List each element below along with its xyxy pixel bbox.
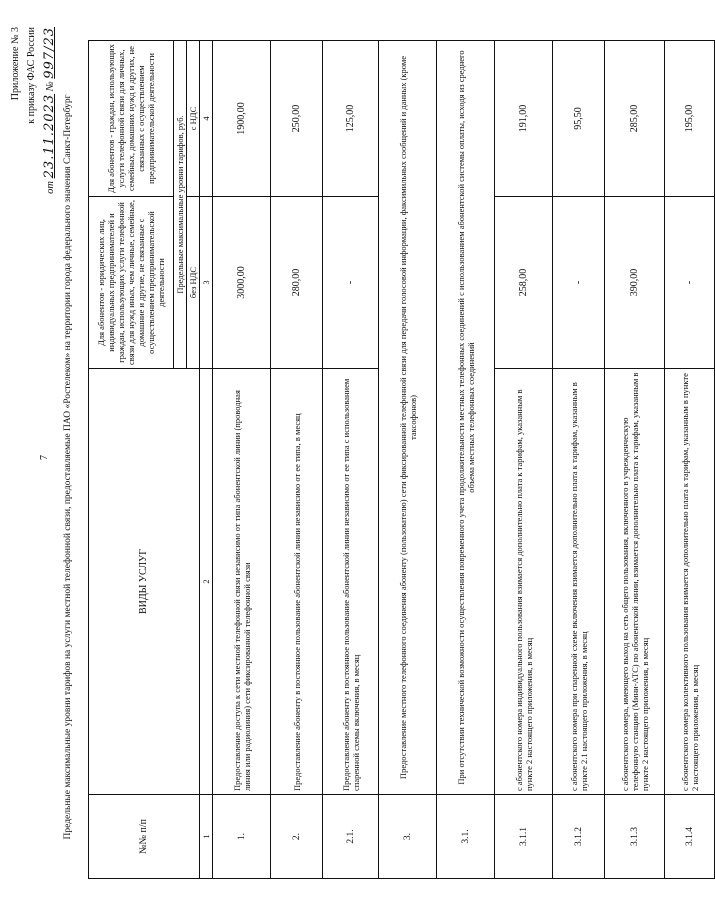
header-vat-incl: с НДС <box>187 41 200 197</box>
appendix-order-ref: к приказу ФАС России <box>26 27 37 124</box>
row-legal-value: - <box>323 197 379 369</box>
row-service: с абонентского номера при спаренной схеме включения взимается дополнительно плата к тарифам, указанным в пункте 2.1 настоящего приложения, в месяц <box>553 369 605 795</box>
header-row <box>89 41 174 879</box>
header-num: №№ п/п <box>89 795 200 879</box>
header-tariff-group: Предельные максимальные уровни тарифов, руб. <box>174 41 187 369</box>
column-index-row <box>200 41 213 879</box>
row-citizens-value: 95,50 <box>553 41 605 197</box>
row-service: Предоставление доступа к сети местной телефонной связи независимо от типа абонентской линии (проводная линия или радиолиния) сети фиксированной телефонной связи <box>213 369 271 795</box>
handwritten-number: 997/23 <box>42 27 57 79</box>
row-num: 3.1.1 <box>495 795 553 879</box>
header-legal-entities: Для абонентов - юридических лиц, индивидуальных предпринимателей и граждан, использующих услуги телефонной связи для нужд иных, чем личные, семейные, домашние и другие, не связанные с осуществлением предпринимательской деятельности <box>89 197 174 369</box>
table-row <box>665 41 715 879</box>
table-row <box>605 41 665 879</box>
row-citizens-value: 285,00 <box>605 41 665 197</box>
row-service: с абонентского номера, имеющего выход на сеть общего пользования, включенного в учрежденческую телефонную станцию (Мини-АТС) по абонентской линии, взимается дополнительно плата к тарифам, указанным в пункте 2 настоящего приложения, в месяц <box>605 369 665 795</box>
appendix-date-number <box>42 27 57 194</box>
row-num: 3.1.2 <box>553 795 605 879</box>
row-service: с абонентского номера коллективного пользования взимается дополнительно плата к тарифам, указанным в пункте 2 настоящего приложения, в месяц <box>665 369 715 795</box>
handwritten-date: 23.11.2023 <box>42 93 57 179</box>
row-num: 2.1. <box>323 795 379 879</box>
row-citizens-value: 195,00 <box>665 41 715 197</box>
header-services: ВИДЫ УСЛУГ <box>89 369 200 795</box>
table-row <box>495 41 553 879</box>
header-vat-excl: без НДС <box>187 197 200 369</box>
row-num: 3. <box>379 795 437 879</box>
row-legal-value: 258,00 <box>495 197 553 369</box>
row-num: 3.1.4 <box>665 795 715 879</box>
row-num: 1. <box>213 795 271 879</box>
header-citizens: Для абонентов - граждан, использующих услуги телефонной связи для личных, семейных, домашних нужд и других, не связанных с осуществлением предпринимательской деятельности <box>89 41 174 197</box>
document-title: Предельные максимальные уровни тарифов на услуги местной телефонной связи, предоставляемые ПАО «Ростелеком» на территории города федерального значения Санкт-Петербург <box>63 94 73 840</box>
row-citizens-value: 250,00 <box>271 41 323 197</box>
row-service: Предоставление абоненту в постоянное пользование абонентской линии независимо от ее типа, в месяц <box>271 369 323 795</box>
tariff-table <box>88 40 715 879</box>
row-section-title: Предоставление местного телефонного соединения абоненту (пользователю) сети фиксированной телефонной связи для передачи голосовой информации, факсимильных сообщений и данных (кроме таксофонов) <box>379 41 437 795</box>
page-number: 7 <box>39 455 50 460</box>
row-section-title: При отсутствии технической возможности осуществления повременного учета продолжительности местных телефонных соединений с использованием абонентской системы оплаты, исходя из среднего объема местных телефонных соединений <box>437 41 495 795</box>
row-citizens-value: 191,00 <box>495 41 553 197</box>
row-service: Предоставление абоненту в постоянное пользование абонентской линии независимо от ее типа с использованием спаренной схемы включения, в месяц <box>323 369 379 795</box>
column-index: 2 <box>200 369 213 795</box>
row-num: 3.1.3 <box>605 795 665 879</box>
table-row <box>323 41 379 879</box>
table-row <box>271 41 323 879</box>
row-num: 2. <box>271 795 323 879</box>
number-prefix: № <box>45 81 56 92</box>
row-service: с абонентского номера индивидуального пользования взимается дополнительно плата к тарифам, указанным в пункте 2 настоящего приложения, в месяц <box>495 369 553 795</box>
row-citizens-value: 125,00 <box>323 41 379 197</box>
row-legal-value: 390,00 <box>605 197 665 369</box>
appendix-title: Приложение № 3 <box>10 27 21 101</box>
table-row-section <box>379 41 437 879</box>
row-legal-value: 280,00 <box>271 197 323 369</box>
table-row-section <box>437 41 495 879</box>
table-row <box>553 41 605 879</box>
row-legal-value: 3000,00 <box>213 197 271 369</box>
row-num: 3.1. <box>437 795 495 879</box>
row-legal-value: - <box>553 197 605 369</box>
column-index: 3 <box>200 197 213 369</box>
row-legal-value: - <box>665 197 715 369</box>
date-prefix: от <box>45 180 56 194</box>
column-index: 1 <box>200 795 213 879</box>
row-citizens-value: 1900,00 <box>213 41 271 197</box>
column-index: 4 <box>200 41 213 197</box>
table-row <box>213 41 271 879</box>
